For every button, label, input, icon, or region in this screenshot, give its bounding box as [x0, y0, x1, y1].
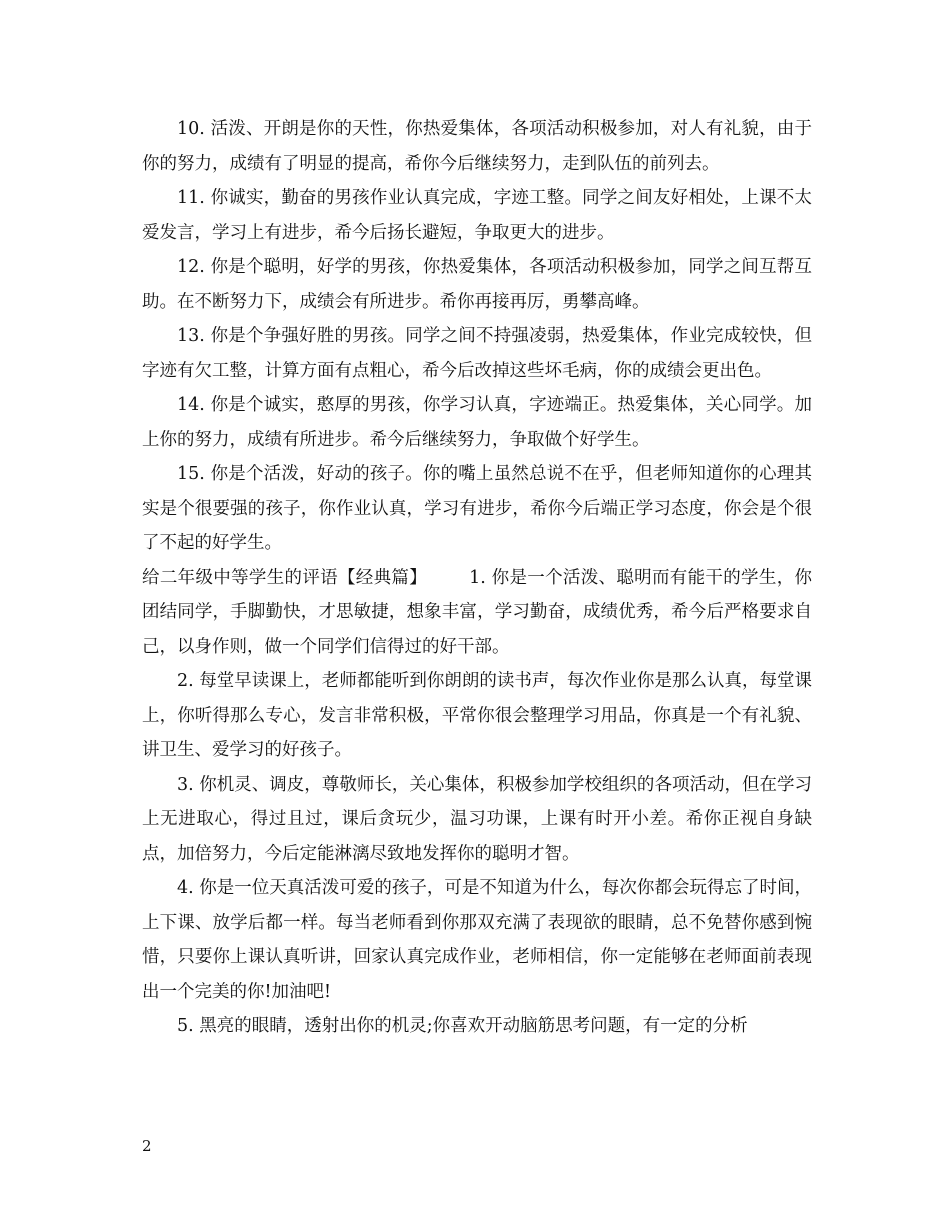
section-comment-4: 4. 你是一位天真活泼可爱的孩子，可是不知道为什么，每次你都会玩得忘了时间，上下课、放学后都一样。每当老师看到你那双充满了表现欲的眼睛，总不免替你感到惋惜，只要你上课认真听讲，回家认真完成作业，老师相信，你一定能够在老师面前表现出一个完美的你!加油吧! — [142, 878, 812, 1002]
comment-paragraph-10: 10. 活泼、开朗是你的天性，你热爱集体，各项活动积极参加，对人有礼貌，由于你的努力，成绩有了明显的提高，希你今后继续努力，走到队伍的前列去。 — [142, 119, 812, 174]
comment-paragraph-15: 15. 你是个活泼，好动的孩子。你的嘴上虽然总说不在乎，但老师知道你的心理其实是个很要强的孩子，你作业认真，学习有进步，希你今后端正学习态度，你会是个很了不起的好学生。 — [142, 464, 812, 553]
comment-paragraph-12: 12. 你是个聪明，好学的男孩，你热爱集体，各项活动积极参加，同学之间互帮互助。在不断努力下，成绩会有所进步。希你再接再厉，勇攀高峰。 — [142, 257, 812, 312]
section-comment-5: 5. 黑亮的眼睛，透射出你的机灵;你喜欢开动脑筋思考问题，有一定的分析 — [177, 1016, 748, 1036]
comment-paragraph-11: 11. 你诚实，勤奋的男孩作业认真完成，字迹工整。同学之间友好相处，上课不太爱发言，学习上有进步，希今后扬长避短，争取更大的进步。 — [142, 188, 812, 243]
section-block — [142, 561, 812, 665]
section-comment-2: 2. 每堂早读课上，老师都能听到你朗朗的读书声，每次作业你是那么认真，每堂课上，你听得那么专心，发言非常积极，平常你很会整理学习用品，你真是一个有礼貌、讲卫生、爱学习的好孩子。 — [142, 671, 812, 760]
section-heading: 给二年级中等学生的评语【经典篇】 — [142, 567, 428, 588]
comment-paragraph-14: 14. 你是个诚实，憨厚的男孩，你学习认真，字迹端正。热爱集体，关心同学。加上你的努力，成绩有所进步。希今后继续努力，争取做个好学生。 — [142, 395, 812, 450]
section-comment-1: 1. 你是一个活泼、聪明而有能干的学生，你团结同学，手脚勤快，才思敏捷，想象丰富，学习勤奋，成绩优秀，希今后严格要求自己，以身作则，做一个同学们信得过的好干部。 — [142, 567, 813, 657]
section-comment-3: 3. 你机灵、调皮，尊敬师长，关心集体，积极参加学校组织的各项活动，但在学习上无进取心，得过且过，课后贪玩少，温习功课，上课有时开小差。希你正视自身缺点，加倍努力，今后定能淋漓尽致地发挥你的聪明才智。 — [142, 774, 812, 864]
comment-paragraph-13: 13. 你是个争强好胜的男孩。同学之间不持强凌弱，热爱集体，作业完成较快，但字迹有欠工整，计算方面有点粗心，希今后改掉这些坏毛病，你的成绩会更出色。 — [142, 326, 812, 381]
page-body — [142, 112, 812, 1044]
page-number: 2 — [142, 1137, 152, 1155]
